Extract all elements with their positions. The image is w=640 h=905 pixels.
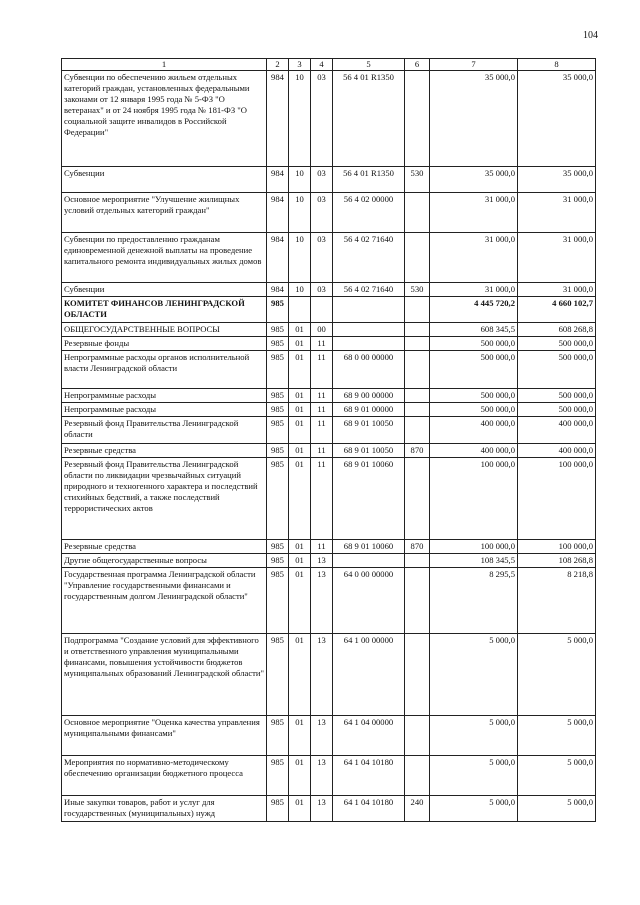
- target-article-cell: 68 9 01 10060: [333, 540, 405, 554]
- table-row: [62, 568, 596, 634]
- target-article-cell: 68 9 01 10050: [333, 417, 405, 444]
- item-name-cell: Резервные фонды: [62, 337, 267, 351]
- amount-year1-cell: 5 000,0: [430, 716, 518, 756]
- header-cell-7: 7: [430, 59, 518, 71]
- amount-year2-cell: 31 000,0: [518, 233, 596, 283]
- amount-year1-cell: 100 000,0: [430, 540, 518, 554]
- amount-year2-cell: 31 000,0: [518, 283, 596, 297]
- item-name-cell: Субвенции по обеспечению жильем отдельных категорий граждан, установленных федеральными законами от 12 января 1995 года № 5-ФЗ "О ветеранах" и от 24 ноября 1995 года № 181-ФЗ "О социальной защите инвалидов в Российской Федерации": [62, 71, 267, 167]
- item-name-cell: Субвенции: [62, 283, 267, 297]
- table-row: [62, 796, 596, 822]
- expense-type-cell: [405, 554, 430, 568]
- table-row: [62, 167, 596, 193]
- subsection-code-cell: 11: [311, 540, 333, 554]
- subsection-code-cell: 11: [311, 417, 333, 444]
- item-name-cell: Резервный фонд Правительства Ленинградской области: [62, 417, 267, 444]
- ministry-code-cell: 984: [267, 167, 289, 193]
- item-name-cell: ОБЩЕГОСУДАРСТВЕННЫЕ ВОПРОСЫ: [62, 323, 267, 337]
- amount-year2-cell: 100 000,0: [518, 540, 596, 554]
- subsection-code-cell: 03: [311, 71, 333, 167]
- target-article-cell: 68 9 01 00000: [333, 403, 405, 417]
- expense-type-cell: 530: [405, 167, 430, 193]
- table-row: [62, 417, 596, 444]
- expense-type-cell: [405, 403, 430, 417]
- expense-type-cell: 870: [405, 444, 430, 458]
- ministry-code-cell: 984: [267, 193, 289, 233]
- ministry-code-cell: 984: [267, 233, 289, 283]
- subsection-code-cell: 03: [311, 193, 333, 233]
- amount-year2-cell: 500 000,0: [518, 403, 596, 417]
- amount-year1-cell: 4 445 720,2: [430, 297, 518, 323]
- section-code-cell: 01: [289, 634, 311, 716]
- amount-year2-cell: 400 000,0: [518, 444, 596, 458]
- amount-year1-cell: 100 000,0: [430, 458, 518, 540]
- ministry-code-cell: 985: [267, 337, 289, 351]
- ministry-code-cell: 985: [267, 756, 289, 796]
- item-name-cell: Основное мероприятие "Улучшение жилищных условий отдельных категорий граждан": [62, 193, 267, 233]
- expense-type-cell: [405, 193, 430, 233]
- section-code-cell: 01: [289, 458, 311, 540]
- amount-year1-cell: 5 000,0: [430, 756, 518, 796]
- ministry-code-cell: 985: [267, 716, 289, 756]
- target-article-cell: 56 4 02 71640: [333, 233, 405, 283]
- item-name-cell: Резервные средства: [62, 444, 267, 458]
- section-code-cell: 01: [289, 403, 311, 417]
- target-article-cell: [333, 297, 405, 323]
- ministry-code-cell: 985: [267, 568, 289, 634]
- table-row: [62, 389, 596, 403]
- budget-table: [61, 58, 596, 822]
- header-cell-5: 5: [333, 59, 405, 71]
- subsection-code-cell: 13: [311, 634, 333, 716]
- table-row: [62, 458, 596, 540]
- item-name-cell: Другие общегосударственные вопросы: [62, 554, 267, 568]
- target-article-cell: 64 1 04 10180: [333, 756, 405, 796]
- item-name-cell: Непрограммные расходы органов исполнительной власти Ленинградской области: [62, 351, 267, 389]
- amount-year1-cell: 31 000,0: [430, 193, 518, 233]
- item-name-cell: Государственная программа Ленинградской области "Управление государственными финансами и государственным долгом Ленинградской области": [62, 568, 267, 634]
- table-row: [62, 540, 596, 554]
- item-name-cell: Непрограммные расходы: [62, 389, 267, 403]
- amount-year1-cell: 500 000,0: [430, 337, 518, 351]
- ministry-code-cell: 985: [267, 323, 289, 337]
- amount-year1-cell: 108 345,5: [430, 554, 518, 568]
- ministry-code-cell: 985: [267, 634, 289, 716]
- amount-year2-cell: 31 000,0: [518, 193, 596, 233]
- section-code-cell: 10: [289, 71, 311, 167]
- subsection-code-cell: 03: [311, 283, 333, 297]
- table-row: [62, 233, 596, 283]
- item-name-cell: КОМИТЕТ ФИНАНСОВ ЛЕНИНГРАДСКОЙ ОБЛАСТИ: [62, 297, 267, 323]
- section-code-cell: 01: [289, 756, 311, 796]
- amount-year2-cell: 500 000,0: [518, 389, 596, 403]
- item-name-cell: Подпрограмма "Создание условий для эффективного и ответственного управления муниципальными финансами, повышения устойчивости бюджетов муниципальных образований Ленинградской области": [62, 634, 267, 716]
- item-name-cell: Субвенции по предоставлению гражданам единовременной денежной выплаты на проведение капитального ремонта индивидуальных жилых домов: [62, 233, 267, 283]
- item-name-cell: Субвенции: [62, 167, 267, 193]
- expense-type-cell: [405, 756, 430, 796]
- amount-year1-cell: 5 000,0: [430, 634, 518, 716]
- section-code-cell: 10: [289, 167, 311, 193]
- amount-year2-cell: 5 000,0: [518, 716, 596, 756]
- table-row: [62, 71, 596, 167]
- expense-type-cell: [405, 351, 430, 389]
- header-cell-3: 3: [289, 59, 311, 71]
- amount-year1-cell: 35 000,0: [430, 167, 518, 193]
- subsection-code-cell: 00: [311, 323, 333, 337]
- header-cell-6: 6: [405, 59, 430, 71]
- amount-year2-cell: 108 268,8: [518, 554, 596, 568]
- ministry-code-cell: 984: [267, 283, 289, 297]
- expense-type-cell: 870: [405, 540, 430, 554]
- expense-type-cell: [405, 458, 430, 540]
- item-name-cell: Основное мероприятие "Оценка качества управления муниципальными финансами": [62, 716, 267, 756]
- subsection-code-cell: [311, 297, 333, 323]
- section-code-cell: 10: [289, 233, 311, 283]
- target-article-cell: [333, 337, 405, 351]
- table-row: [62, 444, 596, 458]
- section-code-cell: 01: [289, 323, 311, 337]
- table-row: [62, 716, 596, 756]
- section-code-cell: 01: [289, 337, 311, 351]
- amount-year2-cell: 8 218,8: [518, 568, 596, 634]
- expense-type-cell: [405, 71, 430, 167]
- expense-type-cell: [405, 337, 430, 351]
- ministry-code-cell: 984: [267, 71, 289, 167]
- target-article-cell: 68 9 00 00000: [333, 389, 405, 403]
- section-code-cell: [289, 297, 311, 323]
- subsection-code-cell: 03: [311, 233, 333, 283]
- amount-year2-cell: 5 000,0: [518, 634, 596, 716]
- target-article-cell: 56 4 02 71640: [333, 283, 405, 297]
- target-article-cell: 64 1 00 00000: [333, 634, 405, 716]
- subsection-code-cell: 11: [311, 351, 333, 389]
- section-code-cell: 01: [289, 417, 311, 444]
- expense-type-cell: [405, 323, 430, 337]
- table-row: [62, 403, 596, 417]
- expense-type-cell: [405, 417, 430, 444]
- amount-year1-cell: 500 000,0: [430, 389, 518, 403]
- expense-type-cell: 530: [405, 283, 430, 297]
- table-body: [62, 71, 596, 822]
- ministry-code-cell: 985: [267, 403, 289, 417]
- amount-year1-cell: 500 000,0: [430, 403, 518, 417]
- page-number: 104: [583, 30, 598, 41]
- table-row: [62, 297, 596, 323]
- amount-year1-cell: 500 000,0: [430, 351, 518, 389]
- subsection-code-cell: 11: [311, 458, 333, 540]
- ministry-code-cell: 985: [267, 540, 289, 554]
- item-name-cell: Мероприятия по нормативно-методическому обеспечению организации бюджетного процесса: [62, 756, 267, 796]
- item-name-cell: Непрограммные расходы: [62, 403, 267, 417]
- amount-year2-cell: 35 000,0: [518, 71, 596, 167]
- ministry-code-cell: 985: [267, 458, 289, 540]
- section-code-cell: 10: [289, 283, 311, 297]
- table-row: [62, 756, 596, 796]
- section-code-cell: 01: [289, 796, 311, 822]
- amount-year2-cell: 5 000,0: [518, 756, 596, 796]
- target-article-cell: 68 9 01 10060: [333, 458, 405, 540]
- amount-year1-cell: 400 000,0: [430, 417, 518, 444]
- item-name-cell: Иные закупки товаров, работ и услуг для государственных (муниципальных) нужд: [62, 796, 267, 822]
- expense-type-cell: [405, 568, 430, 634]
- table-row: [62, 554, 596, 568]
- table-row: [62, 634, 596, 716]
- ministry-code-cell: 985: [267, 389, 289, 403]
- table-row: [62, 193, 596, 233]
- target-article-cell: 56 4 01 R1350: [333, 71, 405, 167]
- amount-year1-cell: 8 295,5: [430, 568, 518, 634]
- ministry-code-cell: 985: [267, 554, 289, 568]
- subsection-code-cell: 13: [311, 554, 333, 568]
- amount-year1-cell: 31 000,0: [430, 233, 518, 283]
- target-article-cell: 64 0 00 00000: [333, 568, 405, 634]
- header-cell-4: 4: [311, 59, 333, 71]
- subsection-code-cell: 13: [311, 568, 333, 634]
- expense-type-cell: [405, 634, 430, 716]
- header-cell-1: 1: [62, 59, 267, 71]
- item-name-cell: Резервный фонд Правительства Ленинградской области по ликвидации чрезвычайных ситуаций природного и техногенного характера и последствий стихийных бедствий, а также последствий террористических актов: [62, 458, 267, 540]
- item-name-cell: Резервные средства: [62, 540, 267, 554]
- amount-year2-cell: 500 000,0: [518, 351, 596, 389]
- header-cell-2: 2: [267, 59, 289, 71]
- subsection-code-cell: 13: [311, 796, 333, 822]
- expense-type-cell: [405, 297, 430, 323]
- target-article-cell: 56 4 01 R1350: [333, 167, 405, 193]
- subsection-code-cell: 13: [311, 756, 333, 796]
- amount-year2-cell: 5 000,0: [518, 796, 596, 822]
- amount-year1-cell: 31 000,0: [430, 283, 518, 297]
- subsection-code-cell: 13: [311, 716, 333, 756]
- subsection-code-cell: 11: [311, 389, 333, 403]
- amount-year2-cell: 500 000,0: [518, 337, 596, 351]
- section-code-cell: 01: [289, 554, 311, 568]
- amount-year1-cell: 35 000,0: [430, 71, 518, 167]
- ministry-code-cell: 985: [267, 417, 289, 444]
- section-code-cell: 01: [289, 444, 311, 458]
- subsection-code-cell: 03: [311, 167, 333, 193]
- target-article-cell: [333, 323, 405, 337]
- section-code-cell: 01: [289, 351, 311, 389]
- target-article-cell: [333, 554, 405, 568]
- table-row: [62, 351, 596, 389]
- table-row: [62, 283, 596, 297]
- target-article-cell: 64 1 04 00000: [333, 716, 405, 756]
- header-cell-8: 8: [518, 59, 596, 71]
- expense-type-cell: [405, 716, 430, 756]
- amount-year1-cell: 5 000,0: [430, 796, 518, 822]
- amount-year1-cell: 400 000,0: [430, 444, 518, 458]
- subsection-code-cell: 11: [311, 337, 333, 351]
- ministry-code-cell: 985: [267, 444, 289, 458]
- section-code-cell: 01: [289, 568, 311, 634]
- amount-year2-cell: 4 660 102,7: [518, 297, 596, 323]
- subsection-code-cell: 11: [311, 403, 333, 417]
- amount-year2-cell: 608 268,8: [518, 323, 596, 337]
- header-row: [62, 59, 596, 71]
- amount-year1-cell: 608 345,5: [430, 323, 518, 337]
- table-row: [62, 337, 596, 351]
- expense-type-cell: [405, 389, 430, 403]
- target-article-cell: 68 0 00 00000: [333, 351, 405, 389]
- section-code-cell: 01: [289, 716, 311, 756]
- section-code-cell: 10: [289, 193, 311, 233]
- amount-year2-cell: 100 000,0: [518, 458, 596, 540]
- expense-type-cell: [405, 233, 430, 283]
- ministry-code-cell: 985: [267, 351, 289, 389]
- target-article-cell: 56 4 02 00000: [333, 193, 405, 233]
- ministry-code-cell: 985: [267, 796, 289, 822]
- target-article-cell: 68 9 01 10050: [333, 444, 405, 458]
- table-header: [62, 59, 596, 71]
- section-code-cell: 01: [289, 540, 311, 554]
- amount-year2-cell: 400 000,0: [518, 417, 596, 444]
- ministry-code-cell: 985: [267, 297, 289, 323]
- section-code-cell: 01: [289, 389, 311, 403]
- subsection-code-cell: 11: [311, 444, 333, 458]
- table-row: [62, 323, 596, 337]
- amount-year2-cell: 35 000,0: [518, 167, 596, 193]
- expense-type-cell: 240: [405, 796, 430, 822]
- target-article-cell: 64 1 04 10180: [333, 796, 405, 822]
